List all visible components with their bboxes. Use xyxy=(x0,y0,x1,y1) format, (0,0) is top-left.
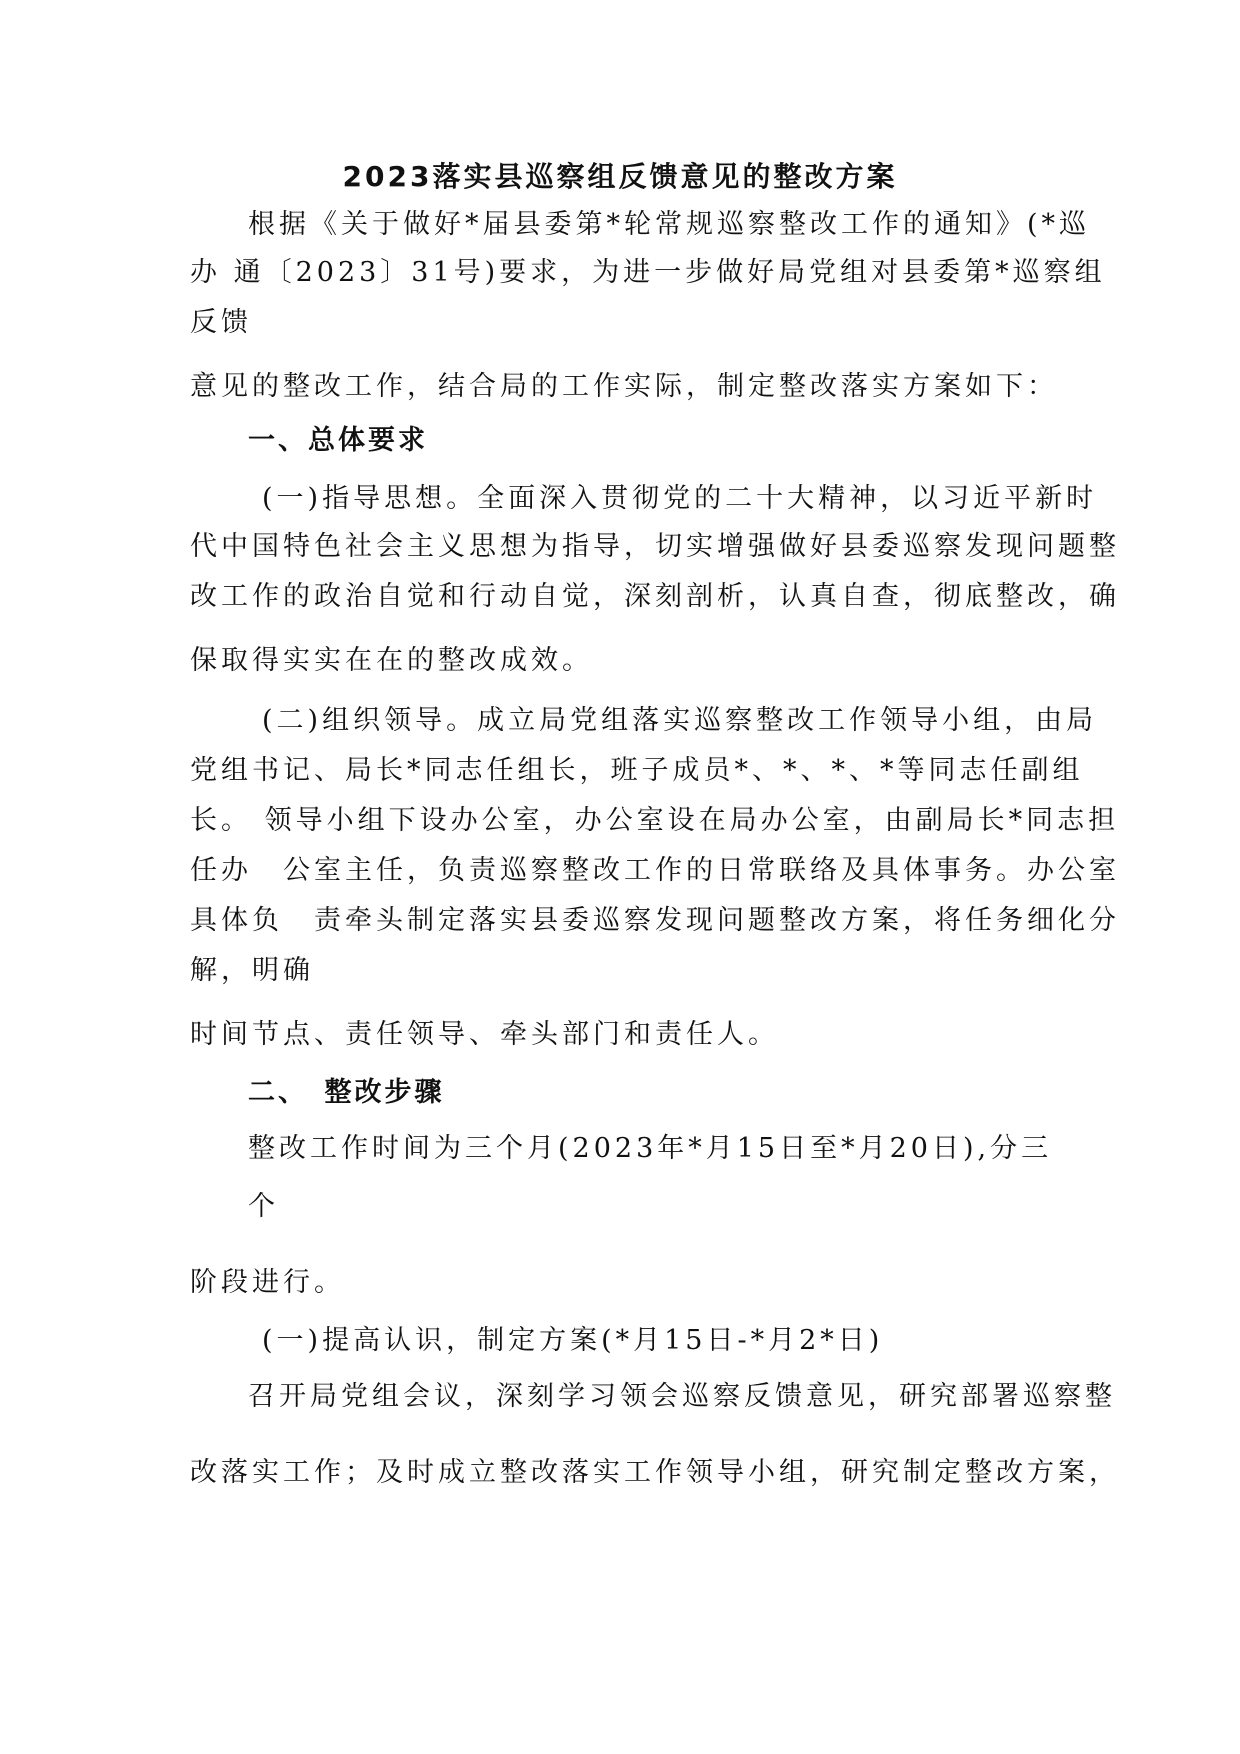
paragraph-line: 党组书记、局长*同志任组长，班子成员*、*、*、*等同志任副组 xyxy=(190,755,1084,786)
paragraph-line: 办 通〔2023〕31号)要求，为进一步做好局党组对县委第*巡察组 xyxy=(190,257,1106,288)
section-heading: 二、 整改步骤 xyxy=(248,1077,445,1108)
paragraph-line: 保取得实实在在的整改成效。 xyxy=(190,645,593,676)
paragraph-line: 任办 公室主任，负责巡察整改工作的日常联络及具体事务。办公室 xyxy=(190,855,1120,886)
paragraph-line: 代中国特色社会主义思想为指导，切实增强做好县委巡察发现问题整 xyxy=(190,531,1120,562)
subsection-heading: (一)提高认识，制定方案(*月15日-*月2*日) xyxy=(262,1325,884,1356)
document-title: 2023落实县巡察组反馈意见的整改方案 xyxy=(342,160,898,193)
paragraph-line: 解，明确 xyxy=(190,955,314,986)
paragraph-line: 根据《关于做好*届县委第*轮常规巡察整改工作的通知》(*巡 xyxy=(248,209,1091,240)
paragraph-line: 意见的整改工作，结合局的工作实际，制定整改落实方案如下： xyxy=(190,371,1058,402)
paragraph-line: 阶段进行。 xyxy=(190,1267,345,1298)
paragraph-line: 具体负 责牵头制定落实县委巡察发现问题整改方案，将任务细化分 xyxy=(190,905,1120,936)
paragraph-line: 改工作的政治自觉和行动自觉，深刻剖析，认真自查，彻底整改，确 xyxy=(190,581,1120,612)
paragraph-line: 整改工作时间为三个月(2023年*月15日至*月20日),分三 xyxy=(248,1133,1053,1164)
paragraph-line: (一)指导思想。全面深入贯彻党的二十大精神，以习近平新时 xyxy=(262,483,1098,514)
paragraph-line: 个 xyxy=(248,1191,279,1222)
paragraph-line: 召开局党组会议，深刻学习领会巡察反馈意见，研究部署巡察整 xyxy=(248,1381,1116,1412)
section-heading: 一、总体要求 xyxy=(248,425,428,456)
paragraph-line: 反馈 xyxy=(190,307,252,338)
paragraph-line: (二)组织领导。成立局党组落实巡察整改工作领导小组，由局 xyxy=(262,705,1098,736)
paragraph-line: 改落实工作；及时成立整改落实工作领导小组，研究制定整改方案， xyxy=(190,1457,1120,1488)
paragraph-line: 长。 领导小组下设办公室，办公室设在局办公室，由副局长*同志担 xyxy=(190,805,1120,836)
paragraph-line: 时间节点、责任领导、牵头部门和责任人。 xyxy=(190,1019,779,1050)
